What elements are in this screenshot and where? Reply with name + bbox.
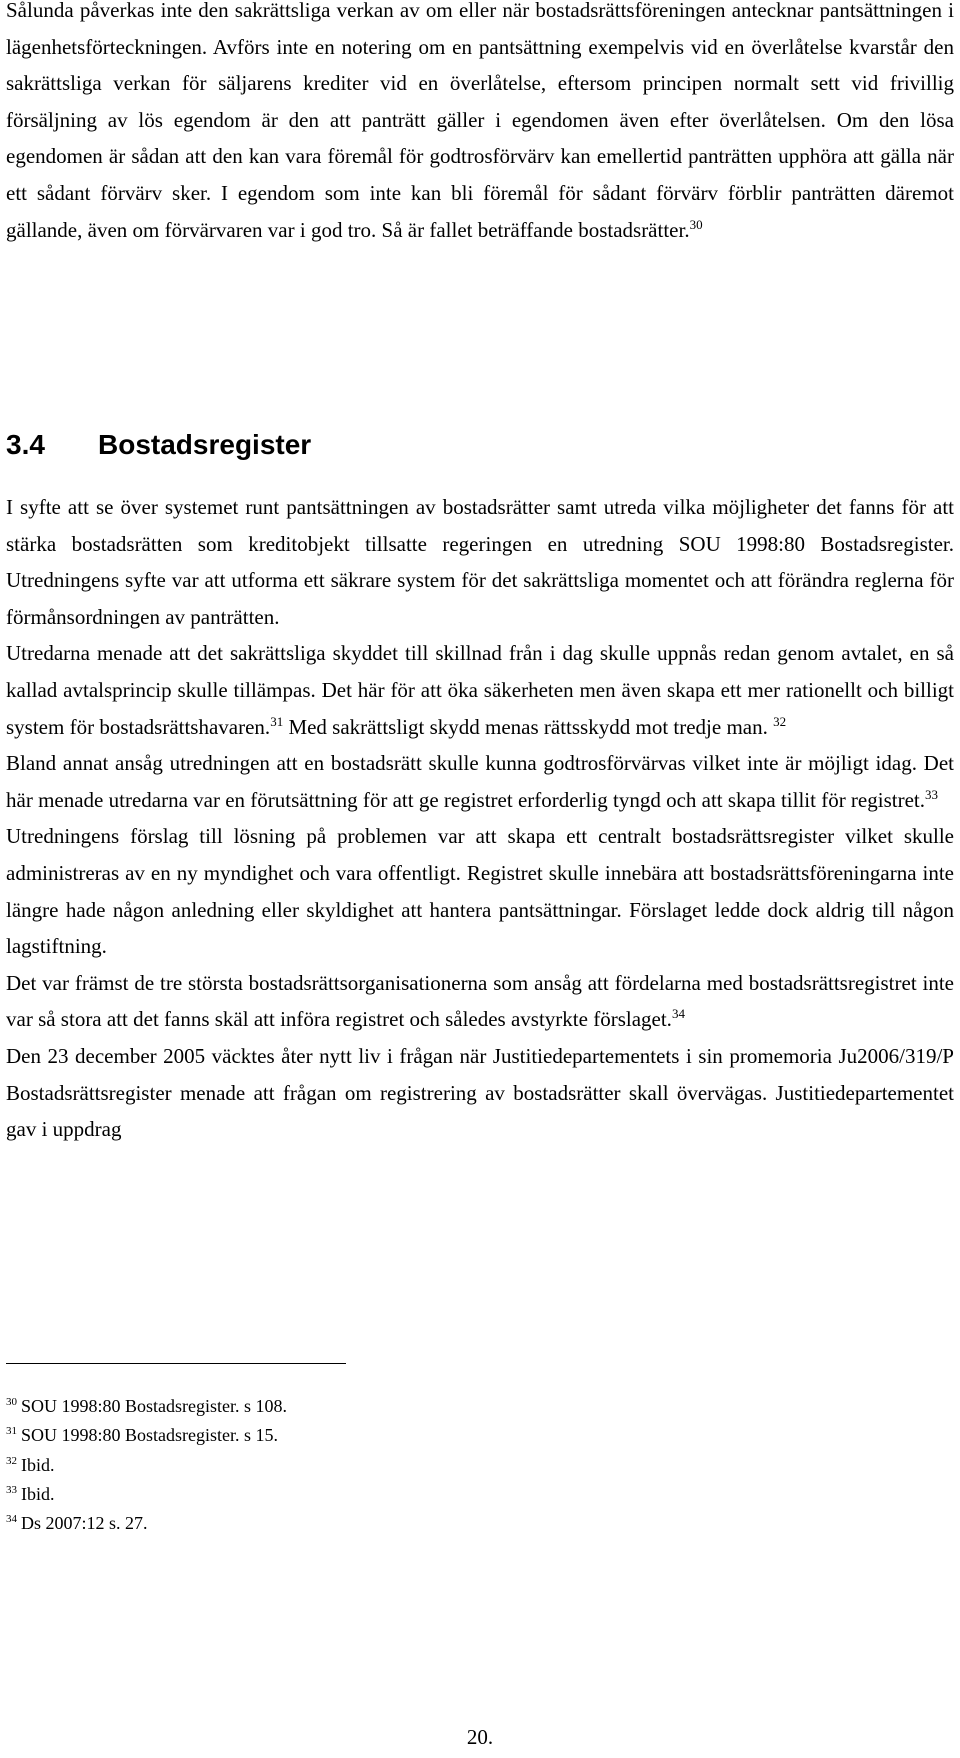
- footnote-ref-31: 31: [270, 713, 284, 729]
- footnote-text: SOU 1998:80 Bostadsregister. s 108.: [21, 1396, 288, 1416]
- paragraph-investigators-text-a: Utredarna menade att det sakrättsliga skyddet till skillnad från i dag skulle uppnås redan genom avtalet, en så kallad avtalsprincip skulle tillämpas. Det här för att öka säkerheten men även skapa ett mer rationellt och billigt system för bostadsrättshavaren.: [6, 641, 954, 739]
- footnote-number: 32: [6, 1454, 17, 1467]
- section-title: Bostadsregister: [98, 429, 312, 460]
- footnote-ref-34: 34: [671, 1006, 685, 1022]
- paragraph-organisations: [6, 965, 954, 1038]
- footnote-text: Ibid.: [21, 1483, 55, 1504]
- paragraph-investigators: [6, 635, 954, 818]
- footnote-text: Ds 2007:12 s. 27.: [21, 1513, 148, 1534]
- paragraph-ministry-text: Den 23 december 2005 väcktes åter nytt liv i frågan när Justitiedepartementets i sin promemoria Ju2006/319/P Bostadsrättsregister menade att frågan om registrering av bostadsrätter skall övervägas. Justitiedepartementet gav i uppdrag: [6, 1043, 954, 1142]
- footnote-ref-33: 33: [925, 786, 938, 802]
- footnote-item: [6, 1509, 954, 1538]
- footnote-number: 31: [6, 1425, 17, 1438]
- section-number: 3.4: [6, 429, 45, 460]
- paragraph-proposal-text: Utredningens förslag till lösning på problemen var att skapa ett centralt bostadsrättsregister vilket skulle administreras av en ny myndighet och vara offentligt. Registret skulle innebära att bostadsrättsföreningarna inte längre hade någon anledning eller skyldighet att hantera pantsättningar. Förslaget ledde dock aldrig till någon lagstiftning.: [6, 824, 954, 959]
- footnote-ref-30: 30: [689, 216, 703, 232]
- paragraph-purpose: [6, 489, 954, 635]
- paragraph-organisations-text: Det var främst de tre största bostadsrättsorganisationerna som ansåg att fördelarna med bostadsrättsregistret inte var så stora att det fanns skäl att införa registret och således avstyrkte förslaget.: [6, 970, 954, 1032]
- intro-text: Sålunda påverkas inte den sakrättsliga verkan av om eller när bostadsrättsföreningen antecknar pantsättningen i lägenhetsförteckningen. Avförs inte en notering om en pantsättning exempelvis vid en överlåtelse kvarstår den sakrättsliga verkan för säljarens krediter vid en överlåtelse, eftersom principen normalt sett vid frivillig försäljning av lös egendom är den att panträtt gäller i egendomen även efter överlåtelsen. Om den lösa egendomen är sådan att den kan vara föremål för godtrosförvärv kan emellertid panträtten upphöra att gälla när ett sådant förvärv sker. I egendom som inte kan bli föremål för sådant förvärv förblir panträtten däremot gällande, även om förvärvaren var i god tro. Så är fallet beträffande bostadsrätter.: [6, 0, 954, 242]
- page-number: 20.: [466, 1725, 494, 1749]
- footnote-separator: [6, 1363, 346, 1364]
- paragraph-purpose-text: I syfte att se över systemet runt pantsättningen av bostadsrätter samt utreda vilka möjligheter det fanns för att stärka bostadsrätten som kreditobjekt tillsatte regeringen en utredning SOU 1998:80 Bostadsregister. Utredningens syfte var att utforma ett säkrare system för det sakrättsliga momentet och att förändra reglerna för förmånsordningen av panträtten.: [6, 495, 954, 629]
- footnote-ref-32: 32: [773, 713, 787, 729]
- footnotes-list: [6, 1392, 954, 1538]
- section-heading: [6, 428, 311, 462]
- footnote-item: [6, 1480, 954, 1509]
- footnote-text: SOU 1998:80 Bostadsregister. s 15.: [21, 1425, 279, 1446]
- footnote-text: Ibid.: [21, 1454, 55, 1475]
- intro-paragraph: [6, 0, 954, 248]
- footnote-number: 34: [6, 1513, 17, 1526]
- section-body: [6, 489, 954, 1148]
- footnote-number: 33: [6, 1483, 17, 1496]
- footnote-item: [6, 1451, 954, 1480]
- footnote-item: [6, 1421, 954, 1450]
- footnote-number: 30: [6, 1396, 17, 1408]
- paragraph-investigators-text-b: Med sakrättsligt skydd menas rättsskydd mot tredje man.: [283, 714, 768, 739]
- paragraph-ministry: [6, 1038, 954, 1148]
- paragraph-proposal: [6, 818, 954, 964]
- footnote-item: [6, 1392, 954, 1421]
- paragraph-investigators-text-c: Bland annat ansåg utredningen att en bostadsrätt skulle kunna godtrosförvärvas vilket inte är möjligt idag. Det här menade utredarna var en förutsättning för att ge registret erforderlig tyngd och att skapa tillit för registret.: [6, 751, 954, 812]
